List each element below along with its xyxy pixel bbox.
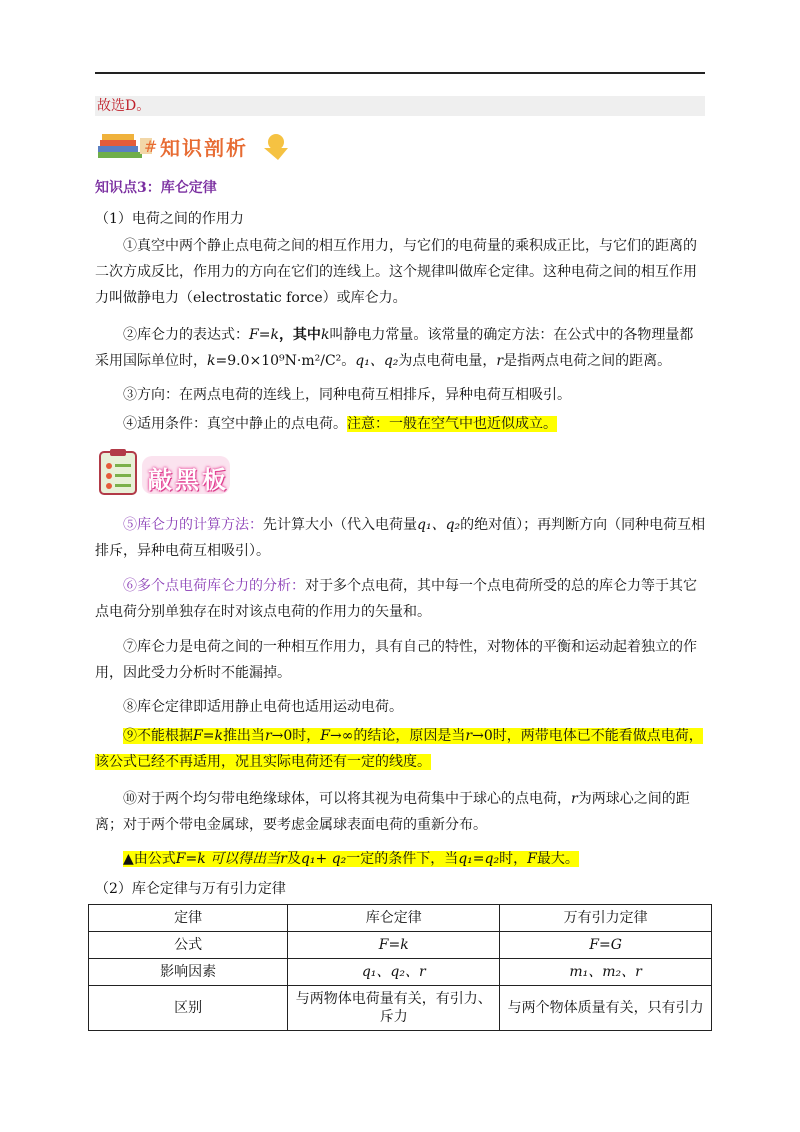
note-highlight: 注意：一般在空气中也近似成立。 — [347, 416, 557, 432]
answer-line: 故选D。 — [95, 96, 705, 116]
table-cell: F=G — [500, 932, 712, 959]
paragraph-7: ⑦库仑力是电荷之间的一种相互作用力，具有自己的特性，对物体的平衡和运动起着独立的作用，因此受力分析时不能漏掉。 — [95, 639, 697, 681]
comparison-table — [88, 904, 712, 1031]
table-cell: 区别 — [89, 986, 288, 1031]
paragraph-3: ③方向：在两点电荷的连线上，同种电荷互相排斥，异种电荷互相吸引。 — [123, 387, 571, 403]
paragraph-9: ⑨不能根据F=k推出当r→0时，F→∞的结论，原因是当r→0时，两带电体已不能看做点电荷，该公式已经不再适用，况且实际电荷还有一定的线度。 — [95, 728, 703, 770]
table-row — [89, 959, 712, 986]
table-cell: 与两个物体质量有关，只有引力 — [500, 986, 712, 1031]
table-row — [89, 932, 712, 959]
table-header: 定律 — [89, 905, 288, 932]
table-cell: 影响因素 — [89, 959, 288, 986]
section-1-heading: （1）电荷之间的作用力 — [95, 211, 244, 227]
header-rule — [95, 72, 705, 74]
paragraph-10: ⑩对于两个均匀带电绝缘球体，可以将其视为电荷集中于球心的点电荷，r为两球心之间的距离；对于两个带电金属球，要考虑金属球表面电荷的重新分布。 — [95, 791, 690, 833]
paragraph-5: ⑤库仑力的计算方法：先计算大小（代入电荷量q₁、q₂的绝对值）；再判断方向（同种电荷互相排斥，异种电荷互相吸引）。 — [95, 517, 706, 559]
table-row — [89, 986, 712, 1031]
knowledge-point-title: 知识点3：库仑定律 — [95, 180, 217, 196]
paragraph-2: ②库仑力的表达式：F=k，其中k叫静电力常量。该常量的确定方法：在公式中的各物理量都采用国际单位时，k=9.0×10⁹N·m²/C²。q₁、q₂为点电荷电量，r是指两点电荷之间的距离。 — [95, 327, 694, 369]
knowledge-banner-title: 知识剖析 — [160, 136, 248, 160]
table-header: 库仑定律 — [288, 905, 500, 932]
table-cell: 与两物体电荷量有关，有引力、斥力 — [288, 986, 500, 1031]
paragraph-6: ⑥多个点电荷库仑力的分析：对于多个点电荷，其中每一个点电荷所受的总的库仑力等于其它点电荷分别单独存在时对该点电荷的作用力的矢量和。 — [95, 578, 697, 620]
paragraph-1: ①真空中两个静止点电荷之间的相互作用力，与它们的电荷量的乘积成正比，与它们的距离的二次方成反比，作用力的方向在它们的连线上。这个规律叫做库仑定律。这种电荷之间的相互作用力叫做静电力（electrostatic force）或库仑力。 — [95, 238, 697, 306]
paragraph-4: ④适用条件：真空中静止的点电荷。注意：一般在空气中也近似成立。 — [123, 416, 557, 432]
board-banner-title: 敲黑板 — [148, 466, 229, 494]
table-cell: m₁、m₂、r — [500, 959, 712, 986]
table-header: 万有引力定律 — [500, 905, 712, 932]
svg-text:#: # — [144, 137, 158, 156]
table-header-row — [89, 905, 712, 932]
table-cell: q₁、q₂、r — [288, 959, 500, 986]
table-cell: 公式 — [89, 932, 288, 959]
paragraph-11: ▲由公式F=k 可以得出当r及q₁+ q₂一定的条件下，当q₁=q₂时，F最大。 — [123, 851, 579, 867]
paragraph-8: ⑧库仑定律即适用静止电荷也适用运动电荷。 — [123, 699, 403, 715]
section-2-heading: （2）库仑定律与万有引力定律 — [95, 881, 286, 897]
table-cell: F=k — [288, 932, 500, 959]
